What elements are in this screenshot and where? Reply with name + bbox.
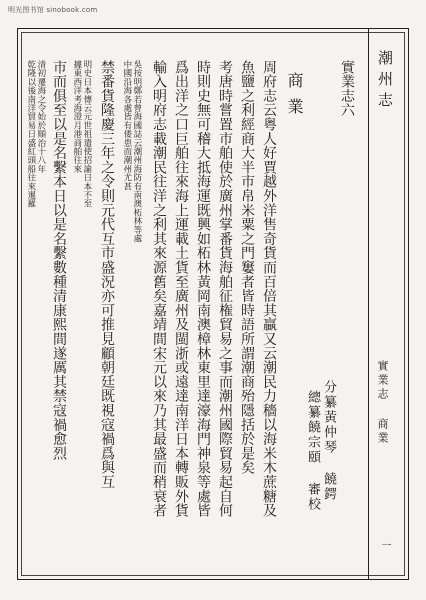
text-column: 考唐時嘗置市舶使於廣州掌番貨海舶征権貿易之事而潮州國際貿易起自何 (217, 60, 233, 518)
credits-compiler: 總纂饒宗頤 審校 (305, 390, 320, 512)
text-column: 禁番貨隆慶三年之令則元代互市盛況亦可推見顧朝廷既視寇禍爲與互 (99, 60, 115, 489)
credits-editors: 分纂黃仲琴 饒鍔 (321, 380, 336, 502)
text-column: 時則史無可稽大抵海運既興如柘林黃岡南澳樟林東里達濠海門神泉等處皆 (195, 60, 211, 518)
note-column: 明史日本傳云元世祖遣使招諭日本不至 (81, 60, 92, 208)
note-column: 吳按明鄭若曾海國誌云潮州海防有南澳柘林等處 (131, 60, 142, 243)
gutter-page-number: 一 (379, 540, 390, 550)
note-column: 據東西洋考海澄月港商舶往來 (71, 60, 82, 174)
text-column: 輸入明府志載潮民往洋之利其來源舊矣嘉靖間宋元以來乃其最盛而稍衰者 (151, 60, 167, 518)
library-stamp: 明光图书馆 sinobook.com (8, 6, 98, 14)
text-column: 爲出洋之口巨舶往來海上運載土貨至廣州及閩浙或遠達南洋日本轉販外貨 (173, 60, 189, 518)
gutter-title: 潮州志 (376, 50, 394, 113)
note-column: 乾隆以後南洋貿易日盛紅頭船往來暹羅 (25, 60, 36, 208)
text-column: 市而俱至以是名繫本日以是名繫數種清康熙間遂厲其禁寇禍愈烈 (51, 60, 67, 461)
text-column: 魚鹽之利經商大半市帛米粟之門窶者皆時語所謂潮商殆隱括於是矣 (239, 60, 255, 475)
note-column: 清初遷海之令始於順治十八年 (35, 60, 46, 174)
text-column: 周府志云粤人好賈越外洋售奇貨而百倍其贏又云潮民力穡以海米木蔗糖及 (261, 60, 277, 518)
gutter-section: 實業志 商業 (376, 360, 389, 446)
section-heading: 商業 (285, 72, 304, 124)
note-column: 中國沿海各處皆有倭患而潮州尤甚 (121, 60, 132, 191)
gutter-divider (368, 28, 369, 580)
volume-title: 實業志六 (339, 60, 355, 118)
